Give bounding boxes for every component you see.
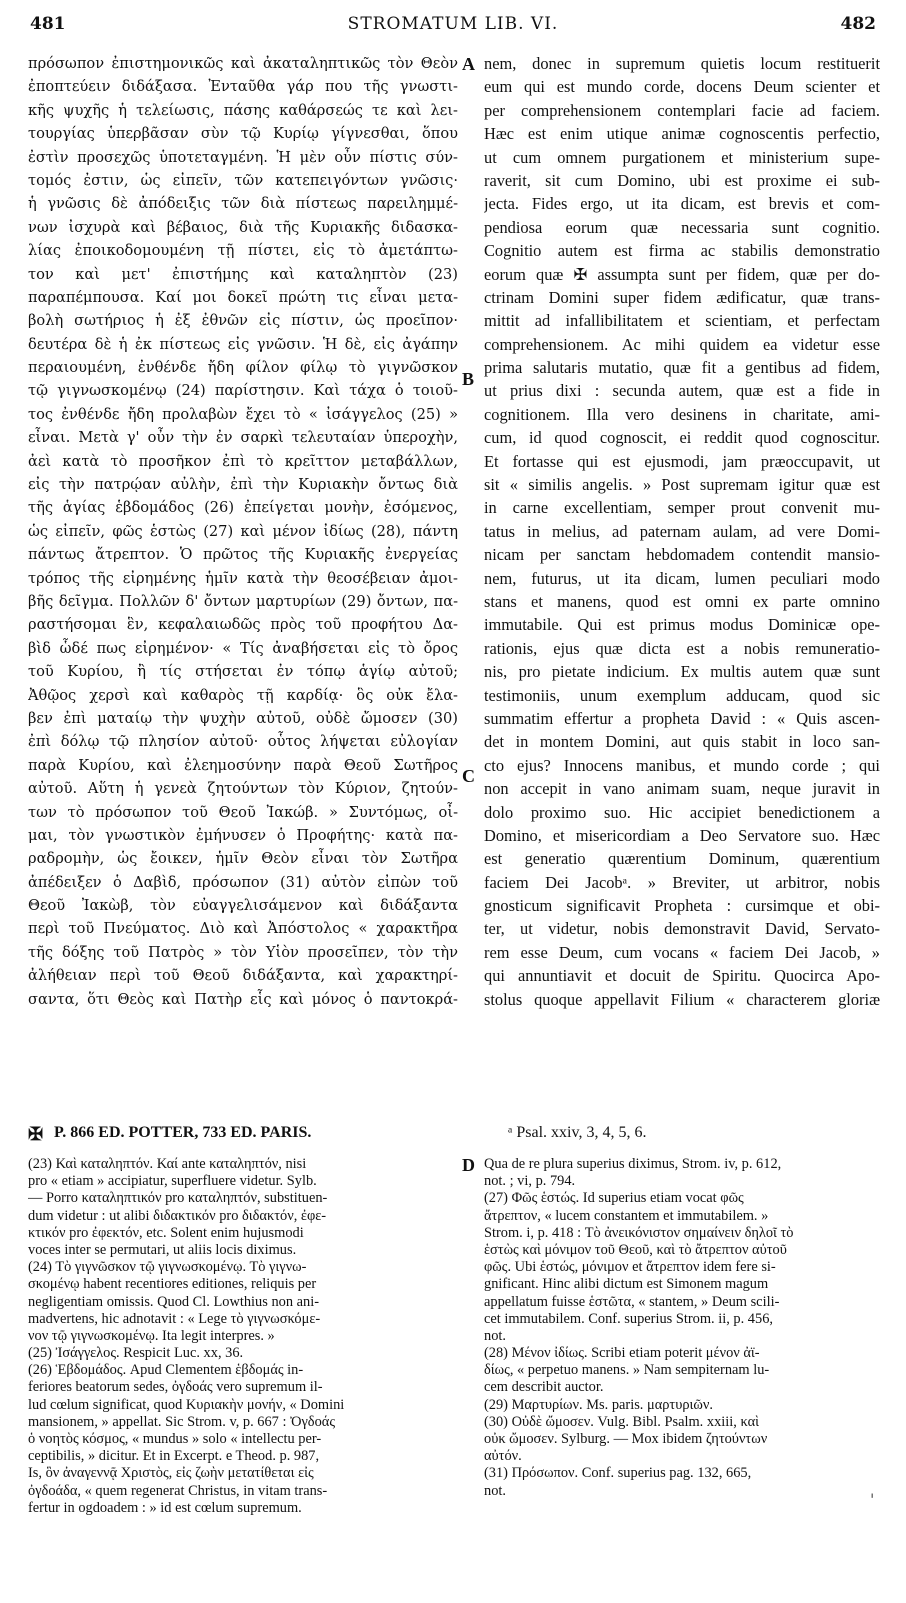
- edition-reference-line: [28, 1124, 878, 1148]
- greek-text-line: ραστήσομαι ἓν, κεφαλαιωδῶς πρὸς τοῦ προφήτου Δα-: [28, 616, 458, 634]
- greek-text-line: πρόσωπον ἐπιστημονικῶς καὶ ἀκαταληπτικῶς τὸν Θεὸν: [28, 55, 458, 72]
- greek-text-line: βολὴ σωτήριος ἡ ἐξ ἐθνῶν εἰς πίστιν, ὡς προεῖπον·: [28, 312, 458, 330]
- greek-text-line: τρόπος τῆς εἰρημένης ἡμῖν κατὰ τὴν θεοσέβειαν ἀμοι-: [28, 569, 458, 587]
- latin-text-line: Cognitio autem est firma ac stabilis demonstratio: [484, 241, 880, 261]
- latin-text-line: ter, ut videtur, nobis demonstravit David, Servato-: [484, 919, 880, 939]
- footnote-line: pro « etiam » accipiatur, superfluere videtur. Sylb.: [28, 1173, 317, 1190]
- running-title: STROMATUM LIB. VI.: [347, 14, 559, 34]
- greek-text-line: τουργίας ὑπερβᾶσαν σὺν τῷ Κυρίῳ γίγνεσθαι, ὅπου: [28, 125, 458, 143]
- latin-text-line: est generatio quærentium Dominum, quærentium: [484, 849, 880, 869]
- footnote-line: cem describit auctor.: [484, 1379, 604, 1396]
- greek-text-line: τῷ γιγνωσκομένῳ (24) παρίστησιν. Καὶ τάχα ὁ τοιοῦ-: [28, 382, 458, 400]
- latin-text-line: raverit, sit cum Domino, ubi est proxime ei sub-: [484, 170, 880, 190]
- footnote-line: δίως, « perpetuo manens. » Nam sempiternam lu-: [484, 1362, 770, 1379]
- footnote-line: Strom. i, p. 418 : Τὸ ἀνεικόνιστον σημαίνειν δηλοῖ τὸ: [484, 1224, 794, 1241]
- latin-text-line: per comprehensionem contemplari facie ad faciem.: [484, 100, 880, 120]
- greek-text-line: σαντα, ὅτι Θεὸς καὶ Πατὴρ εἷς καὶ μόνος ὁ παντοκρά-: [28, 990, 458, 1008]
- greek-text-line: τῆς ἁγίας ἑβδομάδος (26) ἐπείγεται μονὴν, ἐσόμενος,: [28, 499, 458, 517]
- footnote-line: dum videtur : ut alibi διδακτικόν pro διδακτόν, ἐφε-: [28, 1207, 327, 1224]
- greek-text-line: πάντως ἄτρεπτον. Ὁ πρῶτος τῆς Κυριακῆς ἐνεργείας: [28, 546, 458, 564]
- latin-text-line: gnosticum significavit Propheta : cursimque et obi-: [484, 896, 880, 916]
- footnote-line: negligentiam omissis. Quod Cl. Lowthius non ani-: [28, 1293, 319, 1310]
- footnote-line: (27) Φῶς ἑστώς. Id superius etiam vocat φῶς: [484, 1190, 744, 1207]
- footnote-line: (30) Οὐδὲ ὤμοσεν. Vulg. Bibl. Psalm. xxiii, καὶ: [484, 1413, 759, 1430]
- greek-text-line: τος ἐνθένδε ἤδη προλαβὼν ἔχει τὸ « ἰσάγγελος (25) »: [28, 405, 458, 423]
- latin-text-line: rem esse Deum, cum vocans « faciem Dei Jacob, »: [484, 942, 880, 962]
- margin-marker-b: B: [462, 369, 475, 389]
- latin-text-line: cognitionem. Illa vero desinens in charitate, ami-: [484, 404, 880, 424]
- footnote-line: — Porro καταληπτικόν pro καταληπτόν, substituen-: [28, 1190, 328, 1207]
- footnote-line: madvertens, hic adnotavit : « Lege τὸ γιγνωσκόμε-: [28, 1310, 321, 1327]
- greek-text-line: ραδρομὴν, ὡς ἔοικεν, ἡμῖν Θεὸν εἶναι τὸν Σωτῆρα: [28, 850, 458, 868]
- latin-text-line: non accepit in vano animam suam, neque juravit in: [484, 779, 880, 799]
- greek-text-line: εἰς τὴν πατρῴαν αὐλὴν, ἐπὶ τὴν Κυριακὴν ὄντως διὰ: [28, 476, 458, 494]
- latin-text-line: nis, pro pietate indicium. Ex multis autem quæ sunt: [484, 662, 880, 682]
- footnote-line: ἄτρεπτον, « lucem constantem et immutabilem. »: [484, 1207, 769, 1224]
- psalm-footnote: ᵃ Psal. xxiv, 3, 4, 5, 6.: [508, 1124, 647, 1141]
- latin-text-line: dolo proximo suo. Hic accipiet benedictionem a: [484, 802, 880, 822]
- footnote-line: cet immutabilem. Conf. superius Strom. ii, p. 456,: [484, 1310, 773, 1327]
- latin-text-line: Et fortasse qui est ejusmodi, jam præoccupavit, ut: [484, 451, 880, 471]
- page-number-left: 481: [30, 14, 66, 34]
- greek-text-line: ἐποπτεύειν διδάξασα. Ἐνταῦθα γάρ που τῆς γνωστι-: [28, 78, 458, 96]
- latin-text-line: cto ejus? Innocens manibus, et mundo corde ; qui: [484, 755, 880, 775]
- margin-marker-c: C: [462, 766, 475, 786]
- greek-text-line: ἐπὶ δόλῳ τῷ πλησίον αὐτοῦ· οὗτος λήψεται εὐλογίαν: [28, 733, 458, 751]
- latin-text-line: eorum quæ ✠ assumpta sunt per fidem, quæ per do-: [484, 264, 880, 284]
- footnote-line: ceptibilis, » dicitur. Et in Excerpt. e Theod. p. 987,: [28, 1448, 320, 1465]
- footnote-line: (23) Καὶ καταληπτόν. Καί ante καταληπτόν, nisi: [28, 1156, 307, 1172]
- latin-text-line: nem, donec in supremum quietis locum restituerit: [484, 54, 880, 73]
- footnote-line: not.: [484, 1327, 506, 1344]
- footnote-line: appellatum fuisse ἑστῶτα, « stantem, » Deum scili-: [484, 1293, 780, 1310]
- greek-text-line: μαι, τὸν γνωστικὸν ἐμήνυσεν ὁ Προφήτης· κατὰ πα-: [28, 826, 458, 844]
- footnote-line: Is, ὃν ἀναγεννᾷ Χριστὸς, εἰς ζωὴν μετατίθεται εἰς: [28, 1465, 314, 1482]
- latin-text-line: comprehensionem. Ac mihi quidem ea videtur esse: [484, 334, 880, 354]
- greek-text-line: ἐστὶν προσεχῶς ὑποτεταγμένη. Ἡ μὲν οὖν πίστις σύν-: [28, 148, 458, 166]
- footnote-line: (25) Ἰσάγγελος. Respicit Luc. xx, 36.: [28, 1345, 244, 1362]
- footnote-line: (28) Μένον ἰδίως. Scribi etiam poterit μένον ἀϊ-: [484, 1345, 760, 1362]
- latin-text-line: faciem Dei Jacobᵃ. » Breviter, ut arbitror, nobis: [484, 872, 880, 892]
- latin-text-line: testimoniis, unum exemplum adducam, quod sic: [484, 685, 880, 705]
- latin-text-line: stolus quoque appellavit Filium « characterem gloriæ: [484, 989, 880, 1009]
- greek-text-line: παρὰ Κυρίου, καὶ ἐλεημοσύνην παρὰ Θεοῦ Σωτῆρος: [28, 756, 458, 774]
- stray-mark: ': [870, 1490, 875, 1509]
- latin-text-line: mittit ad infallibilitatem et scientiam, et perfectam: [484, 311, 880, 331]
- latin-text-line: tatus in melius, ad paternam aulam, ad vere Domi-: [484, 521, 880, 541]
- greek-text-line: αὐτοῦ. Αὕτη ἡ γενεὰ ζητούντων τὸν Κύριον, ζητούν-: [28, 780, 458, 798]
- footnote-line: fertur in ogdoadem : » id est cœlum supremum.: [28, 1499, 302, 1516]
- footnote-line: gnificant. Hinc alibi dictum est Simonem magum: [484, 1276, 769, 1293]
- greek-text-line: δευτέρα δὲ ἡ ἐκ πίστεως εἰς γνῶσιν. Ἡ δὲ, εἰς ἀγάπην: [28, 335, 458, 353]
- latin-text-line: sit « similis angelis. » Post supremam igitur quæ est: [484, 475, 880, 495]
- footnotes-right-column: [484, 1156, 880, 1500]
- greek-text-line: τῆς δόξης τοῦ Πατρὸς » τὸν Υἱὸν προσεῖπεν, τὸν τὴν: [28, 943, 458, 961]
- latin-text-line: prima salutaris mutatio, quæ fit a gentibus ad fidem,: [484, 358, 880, 378]
- greek-text-line: ἀλήθειαν περὶ τοῦ Θεοῦ διδάξαντα, καὶ χαρακτηρί-: [28, 967, 458, 985]
- latin-text-line: ut prius dixi : secunda autem, quæ est a fide in: [484, 381, 880, 401]
- footnote-line: (24) Τὸ γιγνῶσκον τῷ γιγνωσκομένῳ. Τὸ γιγνω-: [28, 1259, 307, 1276]
- latin-text-line: summatim effertur a propheta David : « Quis ascen-: [484, 708, 880, 728]
- latin-text-line: Domino, et misericordiam a Deo Servatore suo. Hæc: [484, 825, 880, 845]
- greek-text-line: εἶναι. Μετὰ γ' οὖν τὴν ἐν σαρκὶ τελευταίαν ὑπεροχὴν,: [28, 429, 458, 447]
- footnote-line: ὀγδοάδα, « quem regenerat Christus, in vitam trans-: [28, 1482, 328, 1499]
- greek-text-line: περὶ τοῦ Πνεύματος. Διὸ καὶ Ἀπόστολος « χαρακτῆρα: [28, 920, 458, 938]
- footnote-line: κτικόν pro ἐφεκτόν, etc. Solent enim hujusmodi: [28, 1224, 304, 1241]
- greek-text-line: τομός ἐστιν, ὡς εἰπεῖν, τῶν κατεπειγόντων γνῶσις·: [28, 171, 458, 189]
- greek-text-line: των τὸ πρόσωπον τοῦ Θεοῦ Ἰακώβ. » Συντόμως, οἶ-: [28, 803, 458, 821]
- footnote-line: ὁ νοητὸς κόσμος, « mundus » solo « intellectu per-: [28, 1431, 322, 1447]
- greek-text-line: κῆς ψυχῆς ἡ τελείωσις, πάσης καθάρσεώς τε καὶ λει-: [28, 101, 458, 119]
- maltese-cross-icon: ✠: [28, 1124, 44, 1144]
- footnote-line: feriores beatorum sedes, ὀγδοάς vero supremum il-: [28, 1379, 323, 1396]
- greek-text-line: βεν ἐπὶ ματαίῳ τὴν ψυχὴν αὐτοῦ, οὐδὲ ὤμοσεν (30): [28, 709, 458, 727]
- greek-text-line: παραπέμπουσα. Καί μοι δοκεῖ πρώτη τις εἶναι μετα-: [28, 288, 458, 306]
- margin-marker-a: A: [462, 54, 475, 74]
- page-number-right: 482: [840, 14, 876, 34]
- latin-text-line: pendiosa eorum quæ necessaria sunt cognitio.: [484, 217, 880, 237]
- greek-text-line: ἀεὶ κατὰ τὸ προσῆκον ἐπὶ τὸ κρεῖττον μεταβάλλων,: [28, 452, 458, 470]
- footnote-line: not.: [484, 1482, 506, 1499]
- footnotes-left-column: [28, 1156, 458, 1517]
- footnote-line: (31) Πρόσωπον. Conf. superius pag. 132, 665,: [484, 1465, 752, 1482]
- latin-text-line: qui annuntiavit et docuit de Spiritu. Quocirca Apo-: [484, 966, 880, 986]
- footnote-line: φῶς. Ubi ἑστώς, μόνιμον et ἄτρεπτον idem fere si-: [484, 1259, 776, 1276]
- greek-text-line: ὡς εἰπεῖν, φῶς ἑστὼς (27) καὶ μένον ἰδίως (28), πάντη: [28, 522, 458, 540]
- greek-text-line: βῆς δεῖγμα. Πολλῶν δ' ὄντων μαρτυρίων (29) ὄντων, πα-: [28, 592, 458, 610]
- latin-text-line: immutabile. Qui est primus modus Dominicæ ope-: [484, 615, 880, 635]
- footnote-line: σκομένῳ habent recentiores editiones, reliquis per: [28, 1276, 317, 1293]
- latin-text-line: Hæc est enim utique animæ cognoscentis perfectio,: [484, 124, 880, 144]
- footnote-line: αὐτόν.: [484, 1448, 522, 1465]
- page-header: [30, 14, 876, 42]
- latin-text-line: ut cum omnem purgationem et ministerium supe-: [484, 147, 880, 167]
- latin-text-line: jecta. Fides ergo, ut ita dicam, est brevis et com-: [484, 194, 880, 214]
- latin-text-column: [484, 52, 880, 1011]
- greek-text-line: τοῦ Κυρίου, ἢ τίς στήσεται ἐν τόπῳ ἁγίῳ αὐτοῦ;: [28, 663, 458, 681]
- greek-text-column: [28, 52, 458, 1011]
- footnote-line: νον τῷ γιγνωσκομένῳ. Ita legit interpres. »: [28, 1327, 275, 1344]
- latin-text-line: nem, futurus, ut ita dicam, lumen peculiari modo: [484, 568, 880, 588]
- latin-text-line: cum, id quod cognoscit, ei reddit quod cognoscitur.: [484, 428, 880, 448]
- greek-text-line: τον καὶ μετ' ἐπιστήμης καὶ καταληπτὸν (23): [28, 265, 458, 283]
- greek-text-line: λίας ἐποικοδομουμένη τῇ πίστει, εἰς τὸ ἀμετάπτω-: [28, 242, 458, 260]
- footnote-line: not. ; vi, p. 794.: [484, 1173, 576, 1190]
- greek-text-line: Ἀθῷος χερσὶ καὶ καθαρὸς τῇ καρδίᾳ· ὃς οὐκ ἔλα-: [28, 686, 458, 704]
- latin-text-line: stans et manens, quod est omni ex parte omnino: [484, 591, 880, 611]
- margin-marker-d: D: [462, 1155, 475, 1175]
- greek-text-line: περαιουμένη, ἐνθένδε ἤδη φίλον φίλῳ τὸ γιγνῶσκον: [28, 359, 458, 377]
- footnote-line: mansionem, » appellat. Sic Strom. v, p. 667 : Ὀγδοάς: [28, 1413, 336, 1430]
- footnote-line: lud cœlum significat, quod Κυριακὴν μονήν, « Domini: [28, 1396, 345, 1413]
- edition-reference: P. 866 ED. POTTER, 733 ED. PARIS.: [54, 1124, 312, 1141]
- footnote-line: (29) Μαρτυρίων. Ms. paris. μαρτυριῶν.: [484, 1396, 713, 1413]
- greek-text-line: Θεοῦ Ἰακὼβ, τὸν εὐαγγελισάμενον καὶ διδάξαντα: [28, 897, 458, 915]
- latin-text-line: rationis, ejus quæ dicta est a nobis remuneratio-: [484, 638, 880, 658]
- footnote-line: voces inter se permutari, ut aliis locis diximus.: [28, 1241, 297, 1258]
- latin-text-line: nicam per sanctam hebdomadem contendit mansio-: [484, 545, 880, 565]
- latin-text-line: det in montem Domini, aut quis stabit in loco san-: [484, 732, 880, 752]
- footnote-line: Qua de re plura superius diximus, Strom. iv, p. 612,: [484, 1156, 782, 1172]
- latin-text-line: in carne excellentiam, semper prout convenit mu-: [484, 498, 880, 518]
- greek-text-line: ἡ γνῶσις δὲ ἀπόδειξις τῶν διὰ πίστεως παρειλημμέ-: [28, 195, 458, 213]
- footnote-line: (26) Ἑβδομάδος. Apud Clementem ἑβδομάς in-: [28, 1362, 304, 1379]
- greek-text-line: βὶδ ὧδέ πως εἰρημένον· « Τίς ἀναβήσεται εἰς τὸ ὄρος: [28, 639, 458, 657]
- footnote-line: οὐκ ὤμοσεν. Sylburg. — Mox ibidem ζητούντων: [484, 1431, 768, 1447]
- greek-text-line: ἀπέδειξεν ὁ Δαβὶδ, πρόσωπον (31) αὐτὸν εἰπὼν τοῦ: [28, 873, 458, 891]
- latin-text-line: eum qui est mundo corde, docens Deum scienter et: [484, 77, 880, 97]
- latin-text-line: ctrinam Domini super fidem ædificatur, quæ trans-: [484, 287, 880, 307]
- greek-text-line: νων ἰσχυρὰ καὶ βέβαιος, διὰ τῆς Κυριακῆς διδασκα-: [28, 218, 458, 236]
- footnote-line: ἑστὼς καὶ μόνιμον τοῦ Θεοῦ, καὶ τὸ ἄτρεπτον αὐτοῦ: [484, 1241, 787, 1258]
